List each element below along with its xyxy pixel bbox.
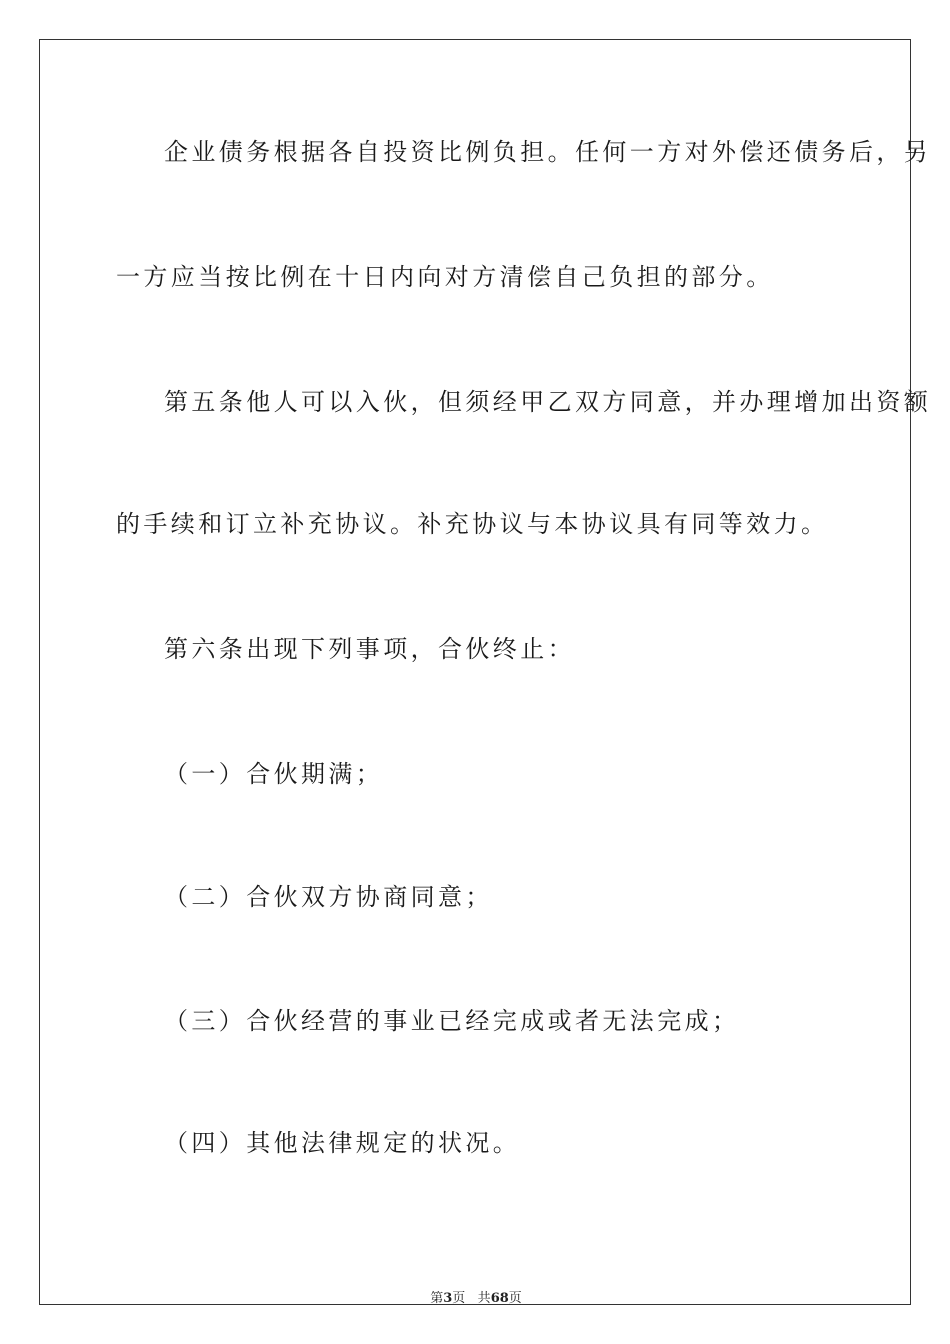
total-pages: 68 [490,1291,509,1306]
paragraph-line: 第五条他人可以入伙，但须经甲乙双方同意，并办理增加出资额 [164,388,932,416]
page-footer [40,1287,912,1306]
list-item: （三）合伙经营的事业已经完成或者无法完成； [164,1007,740,1035]
paragraph-line: 一方应当按比例在十日内向对方清偿自己负担的部分。 [116,263,774,291]
total-label: 共 [477,1291,491,1306]
page-unit: 页 [452,1291,466,1306]
page-label: 第 [430,1291,444,1306]
list-item: （四）其他法律规定的状况。 [164,1129,521,1157]
page-frame [39,39,932,1306]
list-item: （一）合伙期满； [164,760,384,788]
total-unit: 页 [508,1291,522,1306]
list-item: （二）合伙双方协商同意； [164,883,493,911]
paragraph-line: 企业债务根据各自投资比例负担。任何一方对外偿还债务后，另 [164,138,932,166]
paragraph-line: 第六条出现下列事项，合伙终止： [164,635,575,663]
page-number: 3 [443,1291,453,1306]
paragraph-line: 的手续和订立补充协议。补充协议与本协议具有同等效力。 [116,510,829,538]
